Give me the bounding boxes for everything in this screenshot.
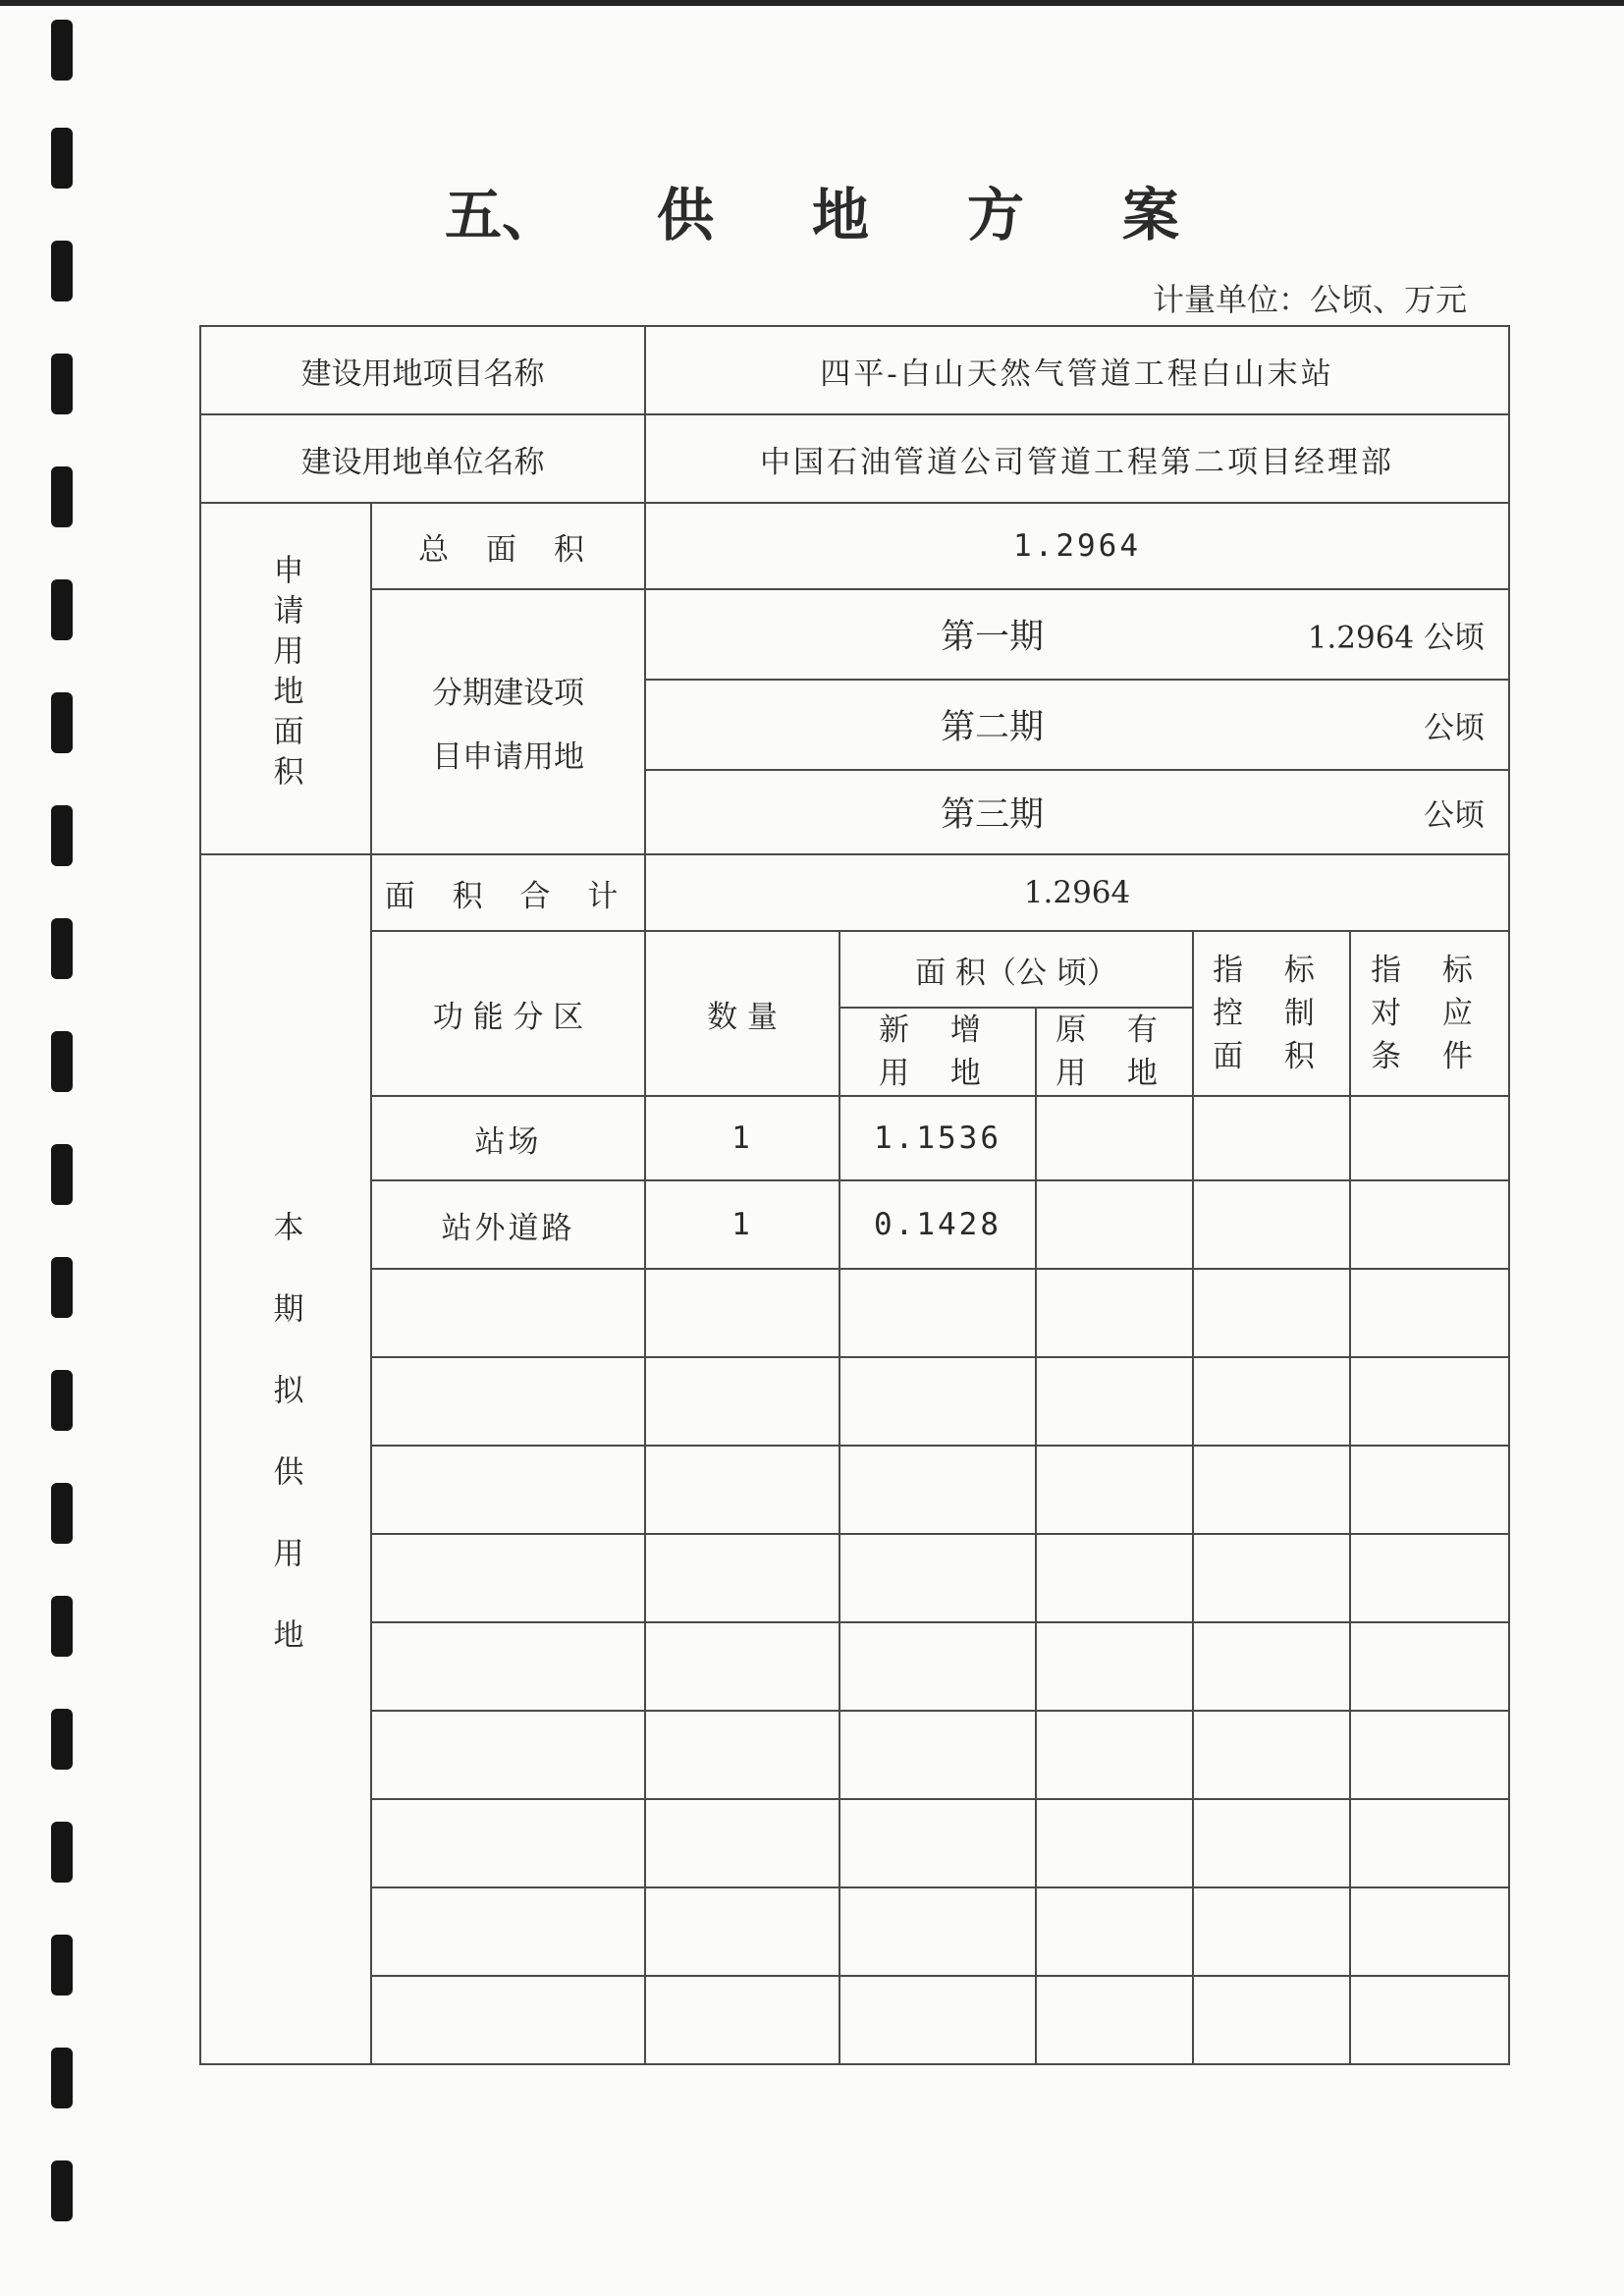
binding-hole: [51, 20, 73, 81]
table-row: [200, 1534, 1509, 1622]
total-area-value: 1.2964: [645, 503, 1509, 589]
apply-area-cell: [200, 503, 371, 854]
zone-header: 功 能 分 区: [371, 931, 645, 1096]
title-char: 地: [811, 182, 869, 248]
header-line: 用 地: [879, 1056, 997, 1091]
unit-name-label: 建设用地单位名称: [200, 414, 645, 503]
binding-hole: [51, 354, 73, 414]
binding-hole: [51, 1935, 73, 1995]
area-sum-value: 1.2964: [645, 854, 1509, 931]
zone-cell: 站场: [371, 1096, 645, 1180]
new-area-cell: 0.1428: [839, 1180, 1036, 1269]
count-cell: 1: [645, 1096, 839, 1180]
table-row: [200, 1357, 1509, 1446]
binding-hole: [51, 805, 73, 866]
binding-hole: [51, 1483, 73, 1544]
project-name-label: 建设用地项目名称: [200, 326, 645, 414]
binding-hole: [51, 1596, 73, 1657]
title-char: 案: [1122, 182, 1180, 248]
binding-hole: [51, 1822, 73, 1883]
header-line: 用 地: [1056, 1056, 1173, 1091]
phase-value: 公顷: [1424, 710, 1486, 746]
binding-holes: [51, 20, 75, 2278]
table-row: [200, 1096, 1509, 1180]
binding-hole: [51, 1370, 73, 1431]
phase-row: [645, 589, 1509, 680]
title-char: 方: [967, 182, 1025, 248]
header-line: 指 标: [1213, 953, 1330, 988]
header-line: 对 应: [1371, 996, 1489, 1031]
title-char: 五、: [444, 182, 559, 248]
phase-label: 第三期: [941, 795, 1045, 835]
phase-row: [645, 770, 1509, 854]
area-group-header: 面 积（公 顷）: [839, 931, 1193, 1008]
binding-hole: [51, 579, 73, 640]
title-char: 供: [656, 182, 714, 248]
table-row: [200, 1180, 1509, 1269]
table-row: [200, 1887, 1509, 1976]
existing-land-header: [1036, 1008, 1193, 1096]
binding-hole: [51, 1709, 73, 1770]
table-row: [200, 1446, 1509, 1534]
zone-cell: 站外道路: [371, 1180, 645, 1269]
new-area-cell: 1.1536: [839, 1096, 1036, 1180]
empty-cell: [1350, 1180, 1509, 1269]
binding-hole: [51, 1144, 73, 1205]
binding-hole: [51, 2048, 73, 2108]
header-line: 条 件: [1371, 1039, 1489, 1074]
phase-label: 第二期: [941, 708, 1045, 747]
table-row: [200, 1799, 1509, 1887]
match-condition-header: [1350, 931, 1509, 1096]
phased-label-cell: [371, 589, 645, 854]
phased-label-line2: 目申请用地: [432, 739, 584, 775]
count-header: 数 量: [645, 931, 839, 1096]
phase-label: 第一期: [941, 618, 1045, 657]
table-row: [200, 1269, 1509, 1357]
header-line: 原 有: [1056, 1012, 1173, 1048]
top-edge-line: [0, 0, 1624, 6]
table-row: [200, 1976, 1509, 2064]
header-line: 控 制: [1213, 996, 1330, 1031]
binding-hole: [51, 466, 73, 527]
page-title: [0, 169, 1624, 251]
empty-cell: [1193, 1180, 1350, 1269]
count-cell: 1: [645, 1180, 839, 1269]
current-supply-cell: [200, 854, 371, 2064]
unit-note: 计量单位：公顷、万元: [1152, 281, 1467, 318]
empty-cell: [1350, 1096, 1509, 1180]
table-row: [200, 1711, 1509, 1799]
phase-value: 1.2964 公顷: [1307, 620, 1486, 656]
unit-name-value: 中国石油管道公司管道工程第二项目经理部: [645, 414, 1509, 503]
binding-hole: [51, 2160, 73, 2221]
empty-cell: [1036, 1180, 1193, 1269]
total-area-label: 总 面 积: [371, 503, 645, 589]
control-area-header: [1193, 931, 1350, 1096]
header-line: 面 积: [1213, 1039, 1330, 1074]
header-line: 新 增: [879, 1012, 997, 1048]
binding-hole: [51, 1257, 73, 1318]
binding-hole: [51, 918, 73, 979]
area-sum-label: 面 积 合 计: [371, 854, 645, 931]
header-line: 指 标: [1371, 953, 1489, 988]
phase-value: 公顷: [1424, 797, 1486, 834]
empty-cell: [1193, 1096, 1350, 1180]
binding-hole: [51, 692, 73, 753]
phase-row: [645, 680, 1509, 770]
empty-cell: [1036, 1096, 1193, 1180]
current-supply-label: 本期拟供用地: [267, 1211, 303, 1700]
table-row: [200, 1622, 1509, 1711]
phased-label-line1: 分期建设项: [432, 676, 584, 711]
land-supply-table: [199, 325, 1508, 2063]
binding-hole: [51, 1031, 73, 1092]
new-land-header: [839, 1008, 1036, 1096]
project-name-value: 四平-白山天然气管道工程白山末站: [645, 326, 1509, 414]
apply-area-label: 申请用地面积: [267, 554, 303, 795]
